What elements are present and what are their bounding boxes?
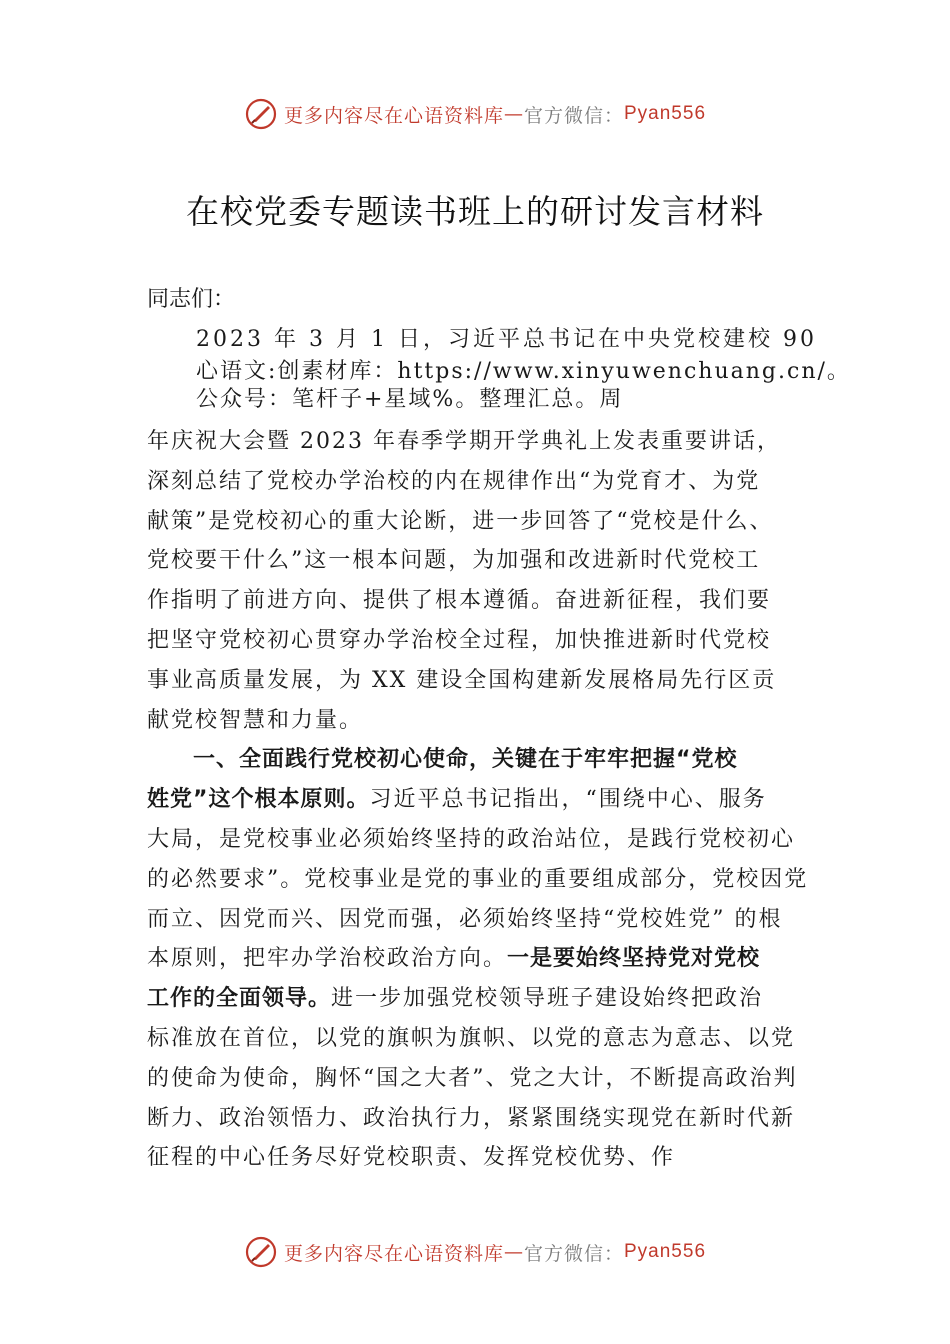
- text-segment: 本原则，把牢办学治校政治方向。: [147, 946, 508, 972]
- text-segment: 作指明了前进方向、提供了根本遵循。奋进新征程，我们要: [147, 588, 772, 614]
- document-title: 在校党委专题读书班上的研讨发言材料: [186, 192, 764, 231]
- header-banner: [0, 94, 950, 134]
- body-line: [147, 543, 760, 574]
- source-line-1: 2023 年 3 月 1 日，习近平总书记在中央党校建校 90: [196, 327, 817, 352]
- banner-dash: —: [503, 1241, 524, 1263]
- banner-wechat-label: 官方微信：: [523, 104, 624, 127]
- text-segment: 党校要干什么”这一根本问题，为加强和改进新时代党校工: [147, 548, 761, 574]
- body-line: [147, 1021, 795, 1052]
- body-line: [147, 1140, 675, 1171]
- body-line: [147, 742, 737, 773]
- text-segment: 献党校智慧和力量。: [147, 707, 364, 733]
- body-line: [147, 703, 363, 734]
- body-line: [147, 941, 760, 972]
- body-line: [147, 663, 776, 694]
- body-line: [147, 902, 783, 933]
- quill-logo-icon: [244, 1235, 278, 1269]
- body-line: [147, 862, 808, 893]
- source-line-3: 公众号：笔杆子+星域%。整理汇总。周: [196, 387, 624, 412]
- text-segment: 大局，是党校事业必须始终坚持的政治站位，是践行党校初心: [147, 827, 796, 852]
- body-line: [147, 1101, 795, 1132]
- text-segment: 把坚守党校初心贯穿办学治校全过程，加快推进新时代党校: [147, 628, 772, 653]
- body-line: [147, 782, 767, 813]
- text-segment: 而立、因党而兴、因党而强，必须始终坚持“党校姓党” 的根: [147, 906, 783, 932]
- banner-wechat-label: 官方微信：: [523, 1242, 624, 1265]
- banner-account: Pyan556: [624, 103, 707, 124]
- body-line: [147, 504, 774, 535]
- footer-banner: [0, 1232, 950, 1272]
- body-line: [147, 981, 763, 1012]
- body-line: [147, 424, 781, 455]
- body-line: [147, 623, 771, 654]
- body-line: [147, 464, 760, 495]
- text-segment: 献策”是党校初心的重大论断，进一步回答了“党校是什么、: [147, 508, 774, 534]
- source-line-2: 心语文:创素材库：https://www.xinyuwenchuang.cn/。: [196, 359, 851, 384]
- body-line: [147, 822, 795, 853]
- text-segment: 征程的中心任务尽好党校职责、发挥党校优势、作: [147, 1145, 676, 1171]
- text-segment: 的必然要求”。党校事业是党的事业的重要组成部分，党校因党: [147, 866, 809, 892]
- banner-dash: —: [503, 103, 524, 125]
- text-segment: 年庆祝大会暨 2023 年春季学期开学典礼上发表重要讲话，: [147, 429, 781, 454]
- text-segment: 的使命为使命，胸怀“国之大者”、党之大计，不断提高政治判: [147, 1065, 798, 1091]
- banner-account: Pyan556: [624, 1241, 707, 1262]
- text-segment: 深刻总结了党校办学治校的内在规律作出“为党育才、为党: [147, 468, 761, 494]
- text-segment: 习近平总书记指出，“围绕中心、服务: [369, 787, 767, 813]
- text-segment: 进一步加强党校领导班子建设始终把政治: [331, 986, 764, 1012]
- text-segment: 事业高质量发展，为 XX 建设全国构建新发展格局先行区贡: [147, 667, 777, 693]
- text-segment: 标准放在首位，以党的旗帜为旗帜、以党的意志为意志、以党: [147, 1026, 796, 1051]
- quill-logo-icon: [244, 97, 278, 131]
- salutation: 同志们：: [147, 287, 236, 312]
- body-line: [147, 583, 771, 614]
- banner-text: 更多内容尽在心语资料库: [283, 1242, 504, 1265]
- bold-text: 一、全面践行党校初心使命，关键在于牢牢把握“党校: [147, 747, 738, 773]
- body-line: [147, 1061, 798, 1092]
- bold-text: 姓党”这个根本原则。: [147, 787, 370, 813]
- banner-text: 更多内容尽在心语资料库: [283, 104, 504, 127]
- bold-text: 工作的全面领导。: [147, 986, 332, 1012]
- text-segment: 断力、政治领悟力、政治执行力，紧紧围绕实现党在新时代新: [147, 1105, 796, 1131]
- bold-text: 一是要始终坚持党对党校: [507, 946, 761, 972]
